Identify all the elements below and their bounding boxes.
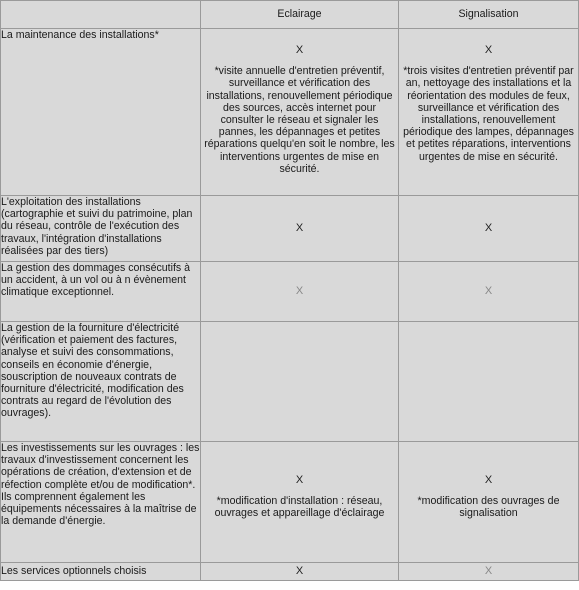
signalisation-cell [399, 322, 579, 442]
check-mark: X [295, 565, 304, 578]
eclairage-cell [201, 262, 399, 322]
cell-note: *visite annuelle d'entretien préventif, surveillance et vérification des installations, renouvellement périodique des sources, accès internet pour consulter le réseau et signaler les pannes, les dépannages et petites réparations quelqu'en soit le nombre, les interventions urgentes de mise en sécurité. [204, 65, 395, 175]
header-empty-cell [1, 1, 201, 29]
header-eclairage: Eclairage [201, 1, 399, 29]
eclairage-cell [201, 322, 399, 442]
table-row [1, 442, 579, 563]
header-signalisation: Signalisation [399, 1, 579, 29]
check-mark: X [295, 44, 304, 56]
row-label: Les services optionnels choisis [1, 563, 201, 581]
check-mark: X [295, 222, 304, 235]
table-row [1, 563, 579, 581]
signalisation-cell [399, 442, 579, 563]
cell-note: *trois visites d'entretien préventif par an, nettoyage des installations et la réorientation des modules de feux, surveillance et vérification des installations, renouvellement périodique des lampes, dépannages et petites réparations, interventions urgentes de mise en sécurité. [403, 65, 574, 163]
row-label: La gestion des dommages consécutifs à un accident, à un vol ou à n évènement climatique exceptionnel. [1, 262, 201, 322]
check-mark: X [484, 222, 493, 235]
check-mark [201, 322, 398, 337]
cell-note: *modification des ouvrages de signalisation [417, 495, 560, 520]
signalisation-cell [399, 196, 579, 262]
table-row [1, 322, 579, 442]
header-row [1, 1, 579, 29]
signalisation-cell [399, 29, 579, 196]
row-label: La maintenance des installations* [1, 29, 201, 196]
table-row [1, 262, 579, 322]
check-mark: X [295, 285, 304, 298]
check-mark: X [295, 474, 304, 486]
eclairage-cell [201, 563, 399, 581]
eclairage-cell [201, 196, 399, 262]
check-mark: X [484, 474, 493, 486]
signalisation-cell [399, 563, 579, 581]
check-mark: X [484, 565, 493, 578]
check-mark [399, 322, 578, 337]
row-label: L'exploitation des installations (cartographie et suivi du patrimoine, plan du réseau, contrôle de l'exécution des travaux, l'intégration d'installations réalisées par des tiers) [1, 196, 201, 262]
row-label: La gestion de la fourniture d'électricité (vérification et paiement des factures, analyse et suivi des consommations, conseils en économie d'énergie, souscription de nouveaux contrats de fourniture d'électricité, modification des contrats au regard de l'évolution des ouvrages). [1, 322, 201, 442]
check-mark: X [484, 44, 493, 56]
check-mark: X [484, 285, 493, 298]
table-row [1, 29, 579, 196]
signalisation-cell [399, 262, 579, 322]
cell-note: *modification d'installation : réseau, ouvrages et appareillage d'éclairage [214, 495, 385, 520]
eclairage-cell [201, 442, 399, 563]
table-row [1, 196, 579, 262]
row-label: Les investissements sur les ouvrages : les travaux d'investissement concernent les opérations de création, d'extension et de réfection complète et/ou de modification*. Ils comprennent également les équipements nécessaires à la maîtrise de la demande d'énergie. [1, 442, 201, 563]
eclairage-cell [201, 29, 399, 196]
